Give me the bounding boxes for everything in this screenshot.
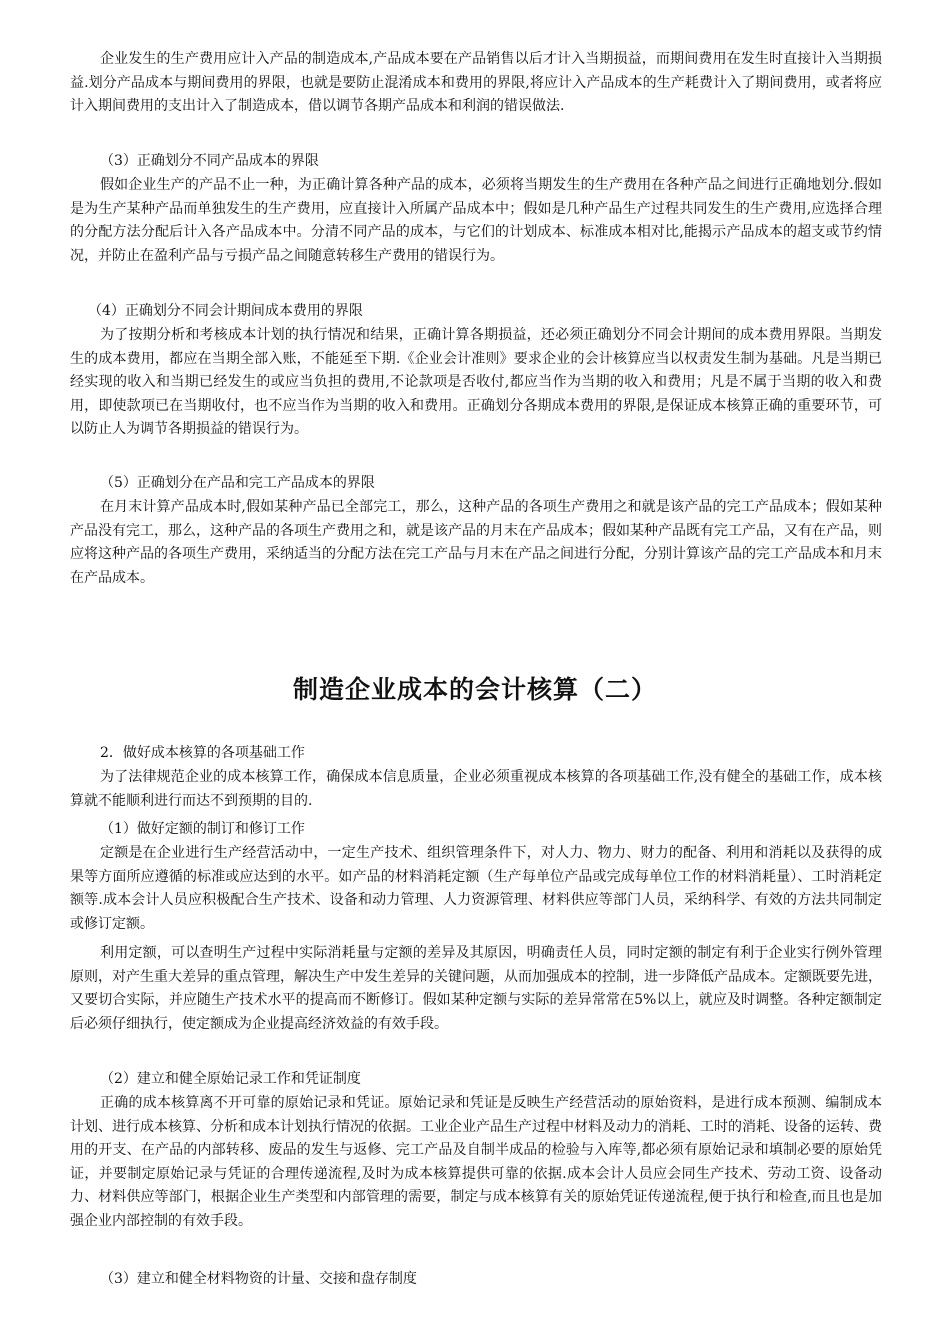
paragraph-period-boundary: 为了按期分析和考核成本计划的执行情况和结果，正确计算各期损益，还必须正确划分不同会计期间的成本费用界限。当期发生的成本费用，都应在当期全部入账，不能延至下期.《企业会计准则》要求企业的会计核算应当以权责发生制为基础。凡是当期已经实现的收入和当期已经发生的或应当负担的费用,不论款项是否收付,都应当作为当期的收入和费用；凡是不属于当期的收入和费用，即使款项已在当期收付，也不应当作为当期的收入和费用。正确划分各期成本费用的界限,是保证成本核算正确的重要环节，可以防止人为调节各期损益的错误行为。 [70, 327, 882, 437]
paragraph-original-records: 正确的成本核算离不开可靠的原始记录和凭证。原始记录和凭证是反映生产经营活动的原始资料，是进行成本预测、编制成本计划、进行成本核算、分析和成本计划执行情况的依据。工业企业产品生产过程中材料及动力的消耗、工时的消耗、设备的运转、费用的开支、在产品的内部转移、废品的发生与返修、完工产品及自制半成品的检验与入库等,都必须有原始记录和填制必要的原始凭证，并要制定原始记录与凭证的合理传递流程,及时为成本核算提供可靠的依据.成本会计人员应会同生产技术、劳动工资、设备动力、材料供应等部门，根据企业生产类型和内部管理的需要，制定与成本核算有关的原始凭证传递流程,便于执行和检查,而且也是加强企业内部控制的有效手段。 [70, 1095, 882, 1229]
heading-period-boundary: （4）正确划分不同会计期间成本费用的界限 [88, 303, 363, 319]
paragraph-quota-usage: 利用定额，可以查明生产过程中实际消耗量与定额的差异及其原因，明确责任人员，同时定额的制定有利于企业实行例外管理原则，对产生重大差异的重点管理，解决生产中发生差异的关键问题，从而加强成本的控制，进一步降低产品成本。定额既要先进，又要切合实际，并应随生产技术水平的提高而不断修订。假如某种定额与实际的差异常常在5%以上，就应及时调整。各种定额制定后必须仔细执行，使定额成为企业提高经济效益的有效手段。 [70, 945, 882, 1032]
heading-wip-boundary: （5）正确划分在产品和完工产品成本的界限 [100, 475, 375, 491]
paragraph-quota-definition: 定额是在企业进行生产经营活动中，一定生产技术、组织管理条件下，对人力、物力、财力的配备、利用和消耗以及获得的成果等方面所应遵循的标准或应达到的水平。如产品的材料消耗定额（生产每单位产品或完成每单位工作的材料消耗量）、工时消耗定额等.成本会计人员应积极配合生产技术、设备和动力管理、人力资源管理、材料供应等部门人员，采纳科学、有效的方法共同制定或修订定额。 [70, 845, 882, 932]
paragraph-product-cost-boundary: 假如企业生产的产品不止一种，为正确计算各种产品的成本，必须将当期发生的生产费用在各种产品之间进行正确地划分.假如是为生产某种产品而单独发生的生产费用，应直接计入所属产品成本中；假如是几种产品生产过程共同发生的生产费用,应选择合理的分配方法分配后计入各产品成本中。分清不同产品的成本，与它们的计划成本、标准成本相对比,能揭示产品成本的超支或节约情况，并防止在盈利产品与亏损产品之间随意转移生产费用的错误行为。 [70, 177, 882, 264]
heading-original-records: （2）建立和健全原始记录工作和凭证制度 [100, 1071, 361, 1087]
page-title: 制造企业成本的会计核算（二） [292, 675, 657, 704]
paragraph-wip-boundary: 在月末计算产品成本时,假如某种产品已全部完工，那么，这种产品的各项生产费用之和就是该产品的完工产品成本；假如某种产品没有完工，那么，这种产品的各项生产费用之和，就是该产品的月末在产品成本；假如某种产品既有完工产品，又有在产品，则应将这种产品的各项生产费用，采纳适当的分配方法在完工产品与月末在产品之间进行分配，分别计算该产品的完工产品成本和月末在产品成本。 [70, 499, 882, 586]
paragraph-period-expense: 企业发生的生产费用应计入产品的制造成本,产品成本要在产品销售以后才计入当期损益，而期间费用在发生时直接计入当期损益.划分产品成本与期间费用的界限，也就是要防止混淆成本和费用的界限,将应计入产品成本的生产耗费计入了期间费用，或者将应计入期间费用的支出计入了制造成本，借以调节各期产品成本和利润的错误做法. [70, 51, 882, 114]
paragraph-basic-work: 为了法律规范企业的成本核算工作，确保成本信息质量，企业必须重视成本核算的各项基础工作,没有健全的基础工作，成本核算就不能顺利进行而达不到预期的目的. [70, 769, 882, 809]
heading-basic-work: 2．做好成本核算的各项基础工作 [100, 745, 305, 761]
heading-quota: （1）做好定额的制订和修订工作 [100, 821, 305, 837]
heading-material-inventory: （3）建立和健全材料物资的计量、交接和盘存制度 [100, 1271, 417, 1287]
heading-product-cost-boundary: （3）正确划分不同产品成本的界限 [100, 153, 319, 169]
